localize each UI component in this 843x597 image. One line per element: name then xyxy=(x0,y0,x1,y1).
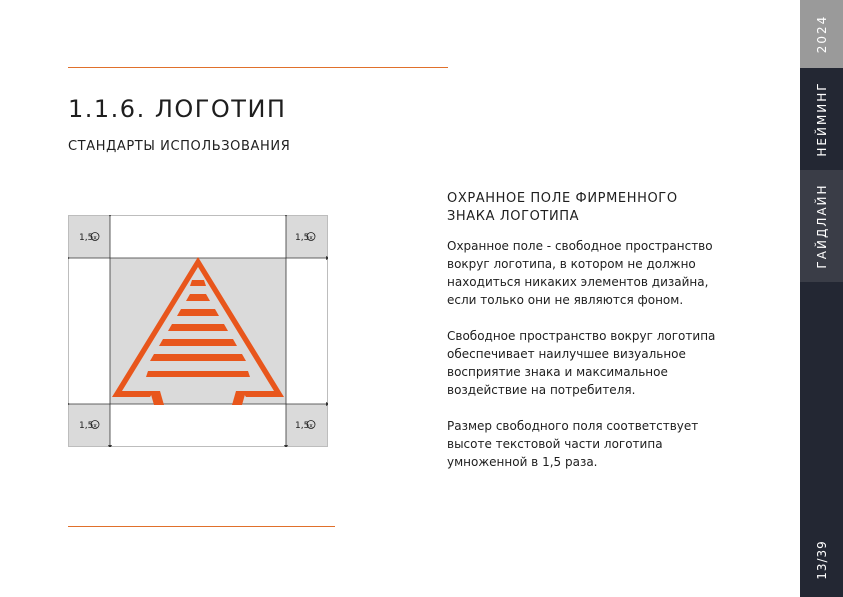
section-heading xyxy=(447,190,737,226)
sidebar-item-naming[interactable] xyxy=(800,68,843,170)
sidebar xyxy=(800,0,843,597)
bottom-rule xyxy=(68,526,335,527)
sidebar-item-guideline-label: ГАЙДЛАЙН xyxy=(814,183,829,269)
corner-label-bottom-left xyxy=(79,421,99,432)
page-subtitle: СТАНДАРТЫ ИСПОЛЬЗОВАНИЯ xyxy=(68,139,291,154)
sidebar-year-block xyxy=(800,0,843,68)
svg-text:1,5: 1,5 xyxy=(79,421,94,431)
page-title: 1.1.6. ЛОГОТИП xyxy=(68,95,287,123)
sidebar-item-naming-label: НЕЙМИНГ xyxy=(814,81,829,157)
paragraph-3: Размер свободного поля соответствует высоте текстовой части логотипа умноженной в 1,5 раза. xyxy=(447,419,699,469)
corner-label-top-left xyxy=(79,233,99,244)
corner-label-bottom-right xyxy=(295,421,315,432)
svg-text:x: x xyxy=(309,234,313,242)
corner-label-top-right xyxy=(295,233,315,244)
page-number-block xyxy=(800,530,843,590)
section-heading-line-1: ОХРАННОЕ ПОЛЕ ФИРМЕННОГО xyxy=(447,191,678,206)
svg-text:1,5: 1,5 xyxy=(79,233,94,243)
paragraph-1: Охранное поле - свободное пространство вокруг логотипа, в котором не должно находиться никаких элементов дизайна, если только они не являются фоном. xyxy=(447,239,713,307)
section-heading-line-2: ЗНАКА ЛОГОТИПА xyxy=(447,209,580,224)
sidebar-year: 2024 xyxy=(814,14,829,54)
svg-text:x: x xyxy=(93,422,97,430)
svg-text:x: x xyxy=(309,422,313,430)
top-rule xyxy=(68,67,448,68)
sidebar-item-guideline[interactable] xyxy=(800,170,843,282)
clear-space-diagram xyxy=(68,215,328,447)
svg-text:1,5: 1,5 xyxy=(295,233,310,243)
svg-text:x: x xyxy=(93,234,97,242)
svg-text:1,5: 1,5 xyxy=(295,421,310,431)
page-number: 13/39 xyxy=(814,540,829,580)
paragraph-2: Свободное пространство вокруг логотипа обеспечивает наилучшее визуальное восприятие знака и максимальное воздействие на потребителя. xyxy=(447,329,716,397)
